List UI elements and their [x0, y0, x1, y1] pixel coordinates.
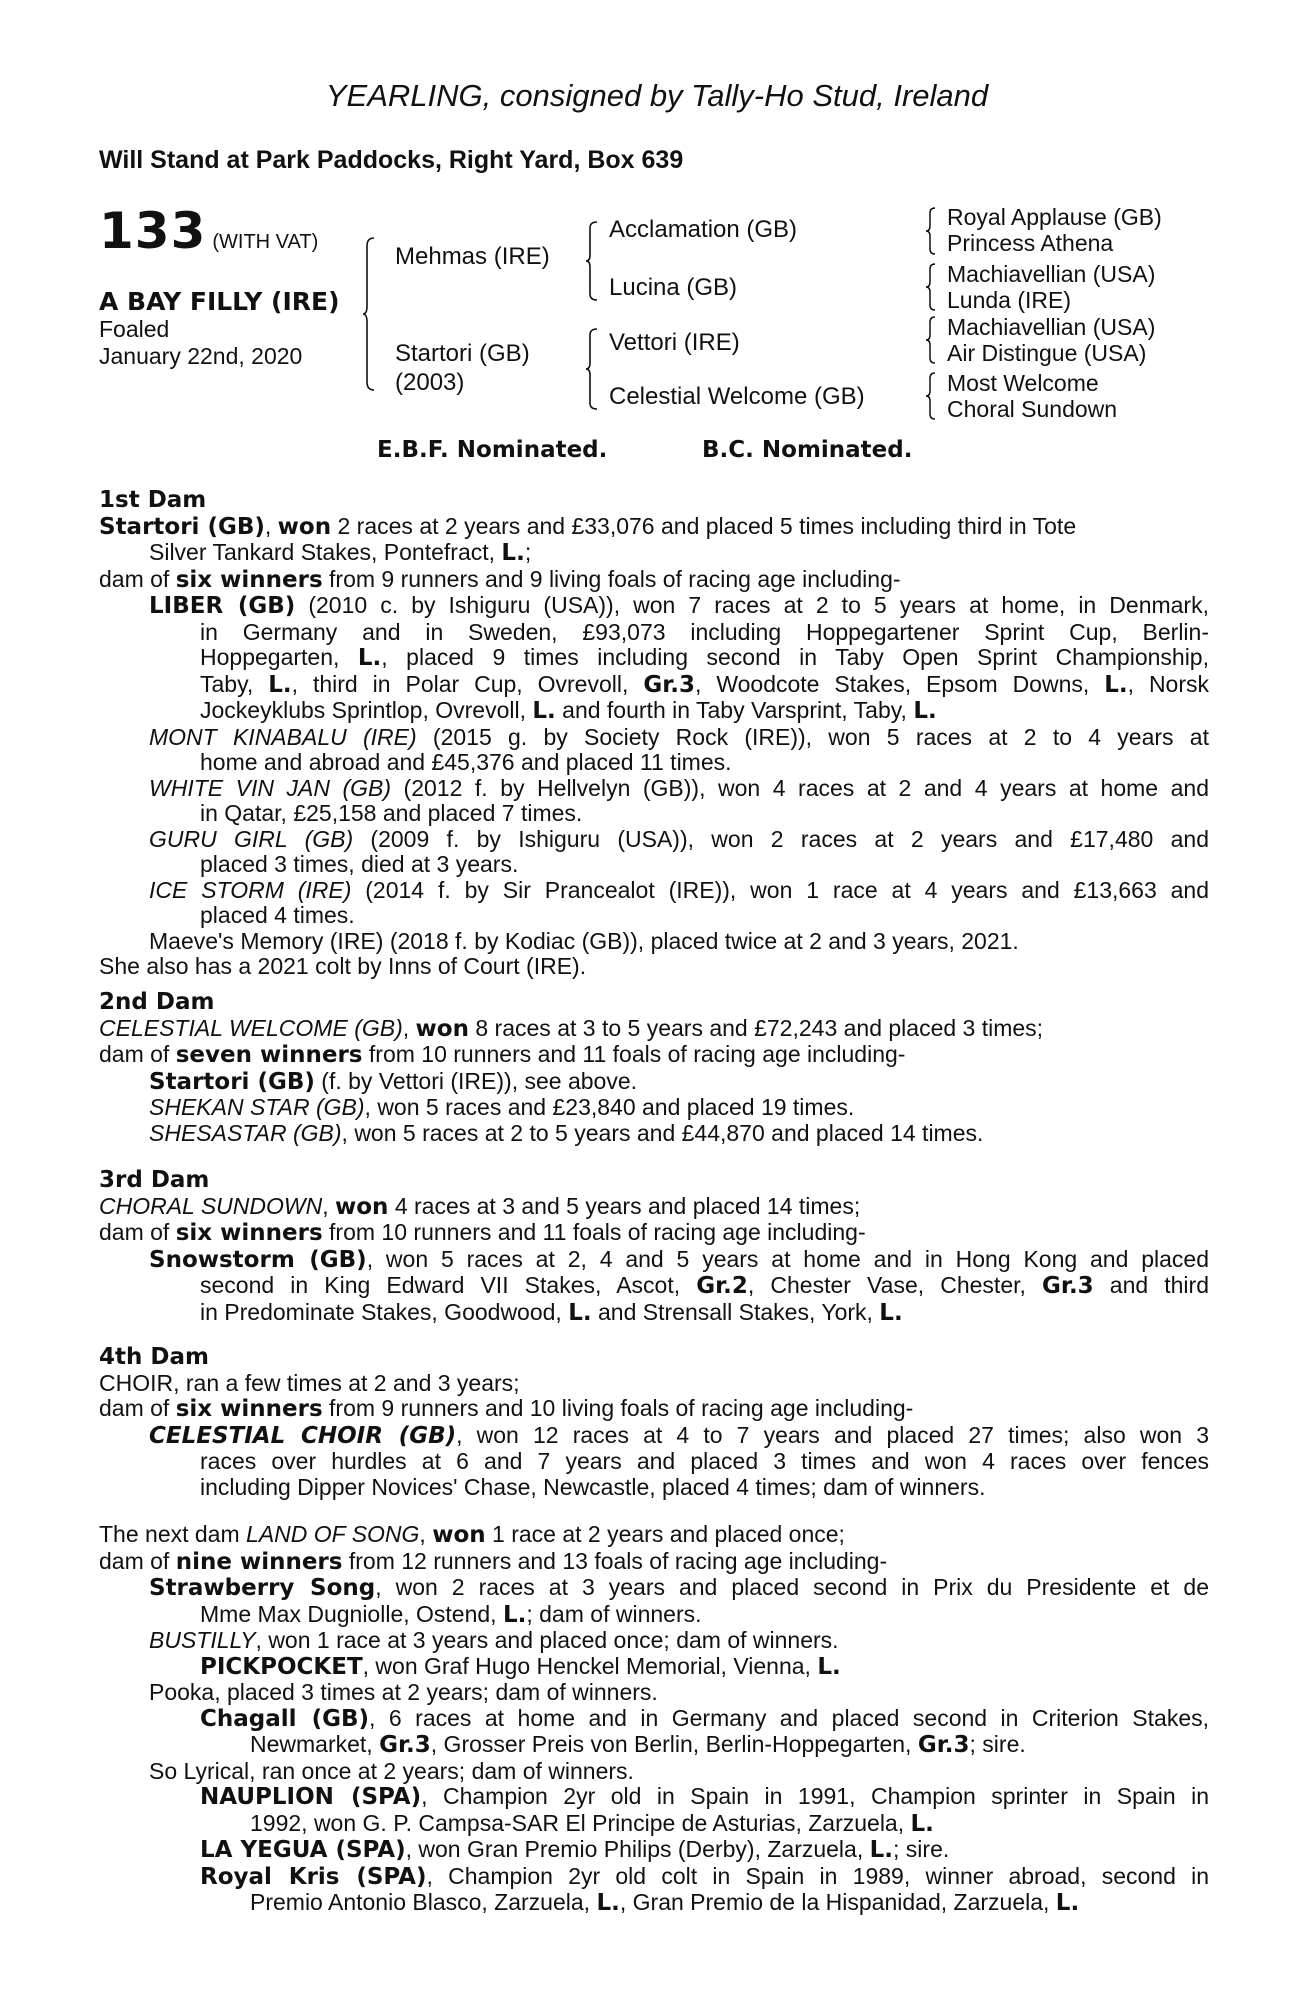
progeny-record: races over hurdles at 6 and 7 years and placed 3 times and won 4 races over fences [200, 1448, 1209, 1474]
progeny-mont-kinabalu [99, 725, 1209, 751]
pedigree-dam-year: (2003) [395, 369, 465, 396]
second-dam-section: 2nd Dam CELESTIAL WELCOME (GB), won 8 races at 3 to 5 years and £72,243 and placed 3 times; dam of seven winners from 10 runners and 11 foals of racing age including- Startori (GB) (f. by Vettori (IRE)), see above. SHEKAN STAR (GB), won 5 races and £23,840 and placed 19 times. SHESASTAR (GB), won 5 races at 2 to 5 years and £44,870 and placed 14 times. [99, 990, 1209, 1146]
progeny-royal-kris [99, 1864, 1209, 1891]
progeny-record: , won 2 races at 3 years and placed second in Prix du Presidente et de [375, 1574, 1210, 1600]
progeny-record: home and abroad and £45,376 and placed 11 times. [200, 749, 732, 775]
progeny-record: (2009 f. by Ishiguru (USA)), won 2 races at 2 years and £17,480 and [353, 825, 1209, 852]
progeny-name: SHESASTAR (GB) [149, 1119, 342, 1146]
dam-of-text: from 10 runners and 11 foals of racing age including- [322, 1219, 866, 1245]
progeny-name: Snowstorm (GB) [149, 1246, 367, 1273]
section-heading: 3rd Dam [99, 1167, 210, 1193]
progeny-record: in Predominate Stakes, Goodwood, [200, 1298, 569, 1325]
progeny-ice-storm [99, 878, 1209, 904]
progeny-chagall [99, 1706, 1209, 1733]
third-dam-section: 3rd Dam CHORAL SUNDOWN, won 4 races at 3 and 5 years and placed 14 times; dam of six winners from 10 runners and 11 foals of racing age including- Snowstorm (GB), won 5 races at 2, 4 and 5 years at home and in Hong Kong and placed second in King Edward VII Stakes, Ascot, Gr.2, Chester Vase, Chester, Gr.3 and third in Predominate Stakes, Goodwood, L. and Strensall Stakes, York, L. [99, 1167, 1209, 1326]
winners-count: six winners [175, 566, 323, 593]
won-label: won [277, 513, 332, 540]
group-mark: Gr.2 [696, 1273, 748, 1299]
winners-count: nine winners [175, 1548, 343, 1575]
dam-name: Startori (GB) [99, 513, 265, 540]
listed-mark: L. [869, 1837, 894, 1863]
listed-mark: L. [1104, 671, 1128, 698]
progeny-record: (2015 g. by Society Rock (IRE)), won 5 races at 2 to 4 years at [416, 723, 1209, 750]
progeny-la-yegua [99, 1837, 1209, 1864]
section-heading: 1st Dam [99, 487, 207, 513]
progeny-record: (2012 f. by Hellvelyn (GB)), won 4 races at 2 and 4 years at home and [391, 774, 1209, 801]
group-mark: Gr.3 [379, 1732, 431, 1758]
progeny-strawberry-song [99, 1575, 1209, 1602]
progeny-record: and third [1093, 1272, 1209, 1298]
listed-mark: L. [501, 540, 525, 566]
progeny-record: , third in Polar Cup, Ovrevoll, [291, 670, 644, 697]
progeny-record: , won 5 races at 2 to 5 years and £44,870 and placed 14 times. [341, 1119, 984, 1146]
winners-count: six winners [175, 1396, 323, 1422]
progeny-record: , won 12 races at 4 to 7 years and placed 27 times; also won 3 [456, 1421, 1210, 1448]
progeny-name: CELESTIAL CHOIR (GB) [149, 1422, 457, 1449]
pedigree-dam-dam: Celestial Welcome (GB) [609, 383, 865, 410]
progeny-liber [99, 593, 1209, 620]
progeny-shekan-star [99, 1095, 1209, 1121]
pedigree-brace-sire [585, 220, 599, 302]
progeny-name: NAUPLION (SPA) [200, 1784, 422, 1810]
next-dam-text: The next dam [99, 1521, 247, 1547]
pedigree-sire: Mehmas (IRE) [395, 243, 550, 270]
progeny-record: , won Gran Premio Philips (Derby), Zarzuela, [405, 1836, 870, 1862]
progeny-name: WHITE VIN JAN (GB) [149, 774, 392, 801]
progeny-maeves-memory: Maeve's Memory (IRE) (2018 f. by Kodiac (GB)), placed twice at 2 and 3 years, 2021. [149, 927, 1019, 954]
progeny-name: PICKPOCKET [200, 1653, 363, 1680]
progeny-shesastar [99, 1121, 1209, 1147]
section-heading: 4th Dam [99, 1344, 209, 1370]
horse-name: A BAY FILLY (IRE) [99, 287, 340, 316]
punctuation: , [419, 1521, 433, 1547]
progeny-record: in Germany and in Sweden, £93,073 including Hoppegartener Sprint Cup, Berlin- [200, 618, 1209, 645]
progeny-record: and Strensall Stakes, York, [591, 1298, 880, 1325]
race-record: Silver Tankard Stakes, Pontefract, [149, 539, 502, 565]
catalogue-heading: YEARLING, consigned by Tally-Ho Stud, Ireland [325, 78, 989, 113]
progeny-so-lyrical: So Lyrical, ran once at 2 years; dam of winners. [149, 1757, 634, 1784]
progeny-record: , won Graf Hugo Henckel Memorial, Vienna, [362, 1652, 818, 1679]
progeny-record: , Grosser Preis von Berlin, Berlin-Hoppegarten, [430, 1731, 918, 1757]
race-record: 8 races at 3 to 5 years and £72,243 and placed 3 times; [468, 1014, 1044, 1041]
progeny-name: Chagall (GB) [200, 1705, 370, 1732]
progeny-record: ; dam of winners. [526, 1600, 702, 1627]
pedigree-brace-g3-3 [925, 315, 937, 365]
progeny-nauplion [99, 1784, 1209, 1811]
race-record: 4 races at 3 and 5 years and placed 14 times; [388, 1192, 861, 1219]
pedigree-sire-dam: Lucina (GB) [609, 274, 738, 301]
next-dam-section [99, 1522, 1209, 1917]
progeny-name: Strawberry Song [149, 1575, 376, 1601]
dam-of-text: dam of [99, 1219, 176, 1245]
progeny-record: , won 1 race at 3 years and placed once; dam of winners. [255, 1627, 839, 1653]
listed-mark: L. [502, 1601, 527, 1628]
pedigree-g3-name: Machiavellian (USA) [947, 314, 1156, 340]
listed-mark: L. [910, 1810, 934, 1837]
ebf-nomination: E.B.F. Nominated. [377, 437, 608, 463]
progeny-record: ; sire. [893, 1836, 950, 1862]
listed-mark: L. [1055, 1890, 1080, 1916]
dam-of-text: dam of [99, 1547, 176, 1574]
progeny-record: Newmarket, [250, 1731, 380, 1757]
progeny-liber-cont [99, 620, 1209, 646]
listed-mark: L. [532, 698, 556, 724]
punctuation: ; [524, 539, 532, 565]
progeny-record: , won 5 races and £23,840 and placed 19 times. [364, 1094, 855, 1120]
bc-nomination: B.C. Nominated. [702, 437, 913, 463]
dam-of-text: from 9 runners and 10 living foals of racing age including- [322, 1395, 914, 1421]
dam-of-text: dam of [99, 565, 176, 592]
pedigree-g3-name: Most Welcome [947, 370, 1099, 396]
first-dam-section: 1st Dam Startori (GB), won 2 races at 2 years and £33,076 and placed 5 times including third in Tote Silver Tankard Stakes, Pontefract, L.; dam of six winners from 9 runners and 9 living foals of racing age including- LIBER (GB) (2010 c. by Ishiguru (USA)), won 7 races at 2 to 5 years at home, in Denmark, in Germany and in Sweden, £93,073 including Hoppegartener Sprint Cup, Berlin- Hoppegarten, L., placed 9 times including second in Taby Open Sprint Championship, Taby, L., third in Polar Cup, Ovrevoll, Gr.3, Woodcote Stakes, Epsom Downs, L., Norsk Jockeyklubs Sprintlop, Ovrevoll, L. and fourth in Taby Varsprint, Taby, L. MONT KINABALU (IRE) (2015 g. by Society Rock (IRE)), won 5 races at 2 to 4 years at home and abroad and £45,376 and placed 11 times. WHITE VIN JAN (GB) (2012 f. by Hellvelyn (GB)), won 4 races at 2 and 4 years at home and in Qatar, £25,158 and placed 7 times. GURU GIRL (GB) (2009 f. by Ishiguru (USA)), won 2 races at 2 years and £17,480 and placed 3 times, died at 3 years. ICE STORM (IRE) (2014 f. by Sir Prancealot (IRE)), won 1 race at 4 years and £13,663 and placed 4 times. Maeve's Memory (IRE) (2018 f. by Kodiac (GB)), placed twice at 2 and 3 years, 2021. She also has a 2021 colt by Inns of Court (IRE). [99, 487, 1209, 979]
progeny-guru-girl [99, 827, 1209, 853]
progeny-name: GURU GIRL (GB) [149, 825, 354, 852]
progeny-bustilly [99, 1628, 1209, 1654]
foal-note: She also has a 2021 colt by Inns of Court (IRE). [99, 953, 587, 979]
progeny-record: Hoppegarten, [200, 644, 358, 670]
dam-name: LAND OF SONG [246, 1521, 420, 1547]
progeny-name: Royal Kris (SPA) [200, 1863, 427, 1890]
progeny-white-vin-jan [99, 776, 1209, 802]
won-label: won [432, 1522, 486, 1548]
progeny-record: , Gran Premio de la Hispanidad, Zarzuela, [619, 1889, 1056, 1915]
progeny-record: , Champion 2yr old colt in Spain in 1989, winner abroad, second in [426, 1862, 1210, 1889]
pedigree-g3-name: Lunda (IRE) [947, 287, 1072, 313]
lot-header [99, 202, 318, 260]
pedigree-brace-g3-2 [925, 262, 937, 312]
progeny-pickpocket [99, 1654, 1209, 1681]
progeny-record: , Champion 2yr old in Spain in 1991, Champion sprinter in Spain in [421, 1783, 1209, 1809]
dam-of-text: dam of [99, 1395, 176, 1421]
progeny-record: 1992, won G. P. Campsa-SAR El Principe de Asturias, Zarzuela, [250, 1809, 911, 1836]
progeny-record: , Norsk [1127, 670, 1209, 697]
section-heading: 2nd Dam [99, 989, 215, 1015]
progeny-name: MONT KINABALU (IRE) [149, 723, 417, 750]
listed-mark: L. [817, 1653, 841, 1680]
progeny-record: placed 4 times. [200, 902, 355, 928]
progeny-record: , won 5 races at 2, 4 and 5 years at home and in Hong Kong and placed [366, 1245, 1209, 1272]
progeny-snowstorm-cont [99, 1273, 1209, 1300]
progeny-name: SHEKAN STAR (GB) [149, 1094, 365, 1120]
progeny-snowstorm [99, 1247, 1209, 1274]
progeny-record: including Dipper Novices' Chase, Newcastle, placed 4 times; dam of winners. [200, 1473, 986, 1500]
progeny-celestial-choir [99, 1423, 1209, 1450]
won-label: won [335, 1193, 389, 1220]
progeny-startori [99, 1069, 1209, 1096]
pedigree-g3-name: Princess Athena [947, 230, 1114, 256]
pedigree-dam: Startori (GB) [395, 340, 530, 367]
foaling-info [99, 316, 302, 370]
pedigree-g3-name: Air Distingue (USA) [947, 340, 1147, 366]
pedigree-brace-g3-4 [925, 371, 937, 421]
progeny-record: placed 3 times, died at 3 years. [200, 851, 519, 877]
progeny-record: Premio Antonio Blasco, Zarzuela, [250, 1889, 597, 1915]
dam-of-text: dam of [99, 1041, 176, 1067]
dam-name: CHORAL SUNDOWN [99, 1192, 323, 1219]
won-label: won [415, 1015, 469, 1042]
listed-mark: L. [879, 1299, 903, 1326]
progeny-record: ; sire. [969, 1731, 1026, 1757]
dam-record: CHOIR, ran a few times at 2 and 3 years; [99, 1369, 520, 1396]
dam-of-text: from 10 runners and 11 foals of racing age including- [362, 1041, 906, 1067]
progeny-name: LA YEGUA (SPA) [200, 1837, 406, 1863]
group-mark: Gr.3 [1042, 1273, 1094, 1299]
winners-count: six winners [175, 1220, 323, 1246]
fourth-dam-section [99, 1345, 1209, 1500]
group-mark: Gr.3 [917, 1732, 970, 1758]
pedigree-brace-main [362, 236, 376, 392]
dam-of-text: from 9 runners and 9 living foals of racing age including- [322, 565, 901, 592]
foaled-date: January 22nd, 2020 [99, 343, 303, 369]
progeny-liber-cont [99, 645, 1209, 672]
dam-of-text: from 12 runners and 13 foals of racing age including- [342, 1547, 888, 1574]
group-mark: Gr.3 [643, 671, 695, 698]
listed-mark: L. [568, 1299, 592, 1326]
progeny-record: (2014 f. by Sir Prancealot (IRE)), won 1 race at 4 years and £13,663 and [351, 876, 1209, 903]
progeny-name: Startori (GB) [149, 1068, 315, 1095]
pedigree-g3-name: Royal Applause (GB) [947, 204, 1162, 230]
progeny-record: (f. by Vettori (IRE)), see above. [314, 1067, 638, 1094]
progeny-record: Taby, [200, 670, 269, 697]
progeny-record: , Woodcote Stakes, Epsom Downs, [695, 670, 1105, 697]
pedigree-g3-name: Choral Sundown [947, 396, 1118, 422]
progeny-record: and fourth in Taby Varsprint, Taby, [555, 697, 914, 723]
dam-name: CELESTIAL WELCOME (GB) [99, 1014, 403, 1041]
listed-mark: L. [596, 1890, 620, 1916]
foaled-label: Foaled [99, 316, 170, 342]
race-record: 2 races at 2 years and £33,076 and placed 5 times including third in Tote [331, 512, 1077, 539]
progeny-record: in Qatar, £25,158 and placed 7 times. [200, 800, 583, 826]
pedigree-g3-name: Machiavellian (USA) [947, 261, 1156, 287]
progeny-record: , 6 races at home and in Germany and placed second in Criterion Stakes, [369, 1704, 1209, 1731]
pedigree-sire-sire: Acclamation (GB) [609, 216, 798, 243]
progeny-record: , Chester Vase, Chester, [747, 1272, 1042, 1298]
progeny-record: , placed 9 times including second in Taby Open Sprint Championship, [381, 644, 1209, 670]
lot-number: 133 [99, 202, 207, 260]
pedigree-brace-dam [585, 327, 599, 411]
progeny-record: second in King Edward VII Stakes, Ascot, [200, 1272, 697, 1298]
progeny-record: Mme Max Dugniolle, Ostend, [200, 1600, 503, 1627]
pedigree-dam-sire: Vettori (IRE) [609, 329, 740, 356]
stabling-location: Will Stand at Park Paddocks, Right Yard, Box 639 [99, 146, 684, 174]
progeny-record: (2010 c. by Ishiguru (USA)), won 7 races at 2 to 5 years at home, in Denmark, [295, 592, 1209, 618]
listed-mark: L. [913, 698, 937, 724]
listed-mark: L. [268, 671, 292, 698]
progeny-record: Jockeyklubs Sprintlop, Ovrevoll, [200, 697, 533, 723]
progeny-name: BUSTILLY [149, 1627, 256, 1653]
progeny-pooka: Pooka, placed 3 times at 2 years; dam of winners. [149, 1679, 658, 1705]
pedigree-brace-g3-1 [925, 206, 937, 256]
listed-mark: L. [357, 645, 382, 671]
progeny-name: ICE STORM (IRE) [149, 876, 352, 903]
progeny-liber-cont [99, 672, 1209, 699]
vat-note: (WITH VAT) [212, 231, 319, 253]
race-record: 1 race at 2 years and placed once; [485, 1521, 845, 1547]
winners-count: seven winners [175, 1042, 363, 1068]
progeny-name: LIBER (GB) [149, 593, 296, 619]
